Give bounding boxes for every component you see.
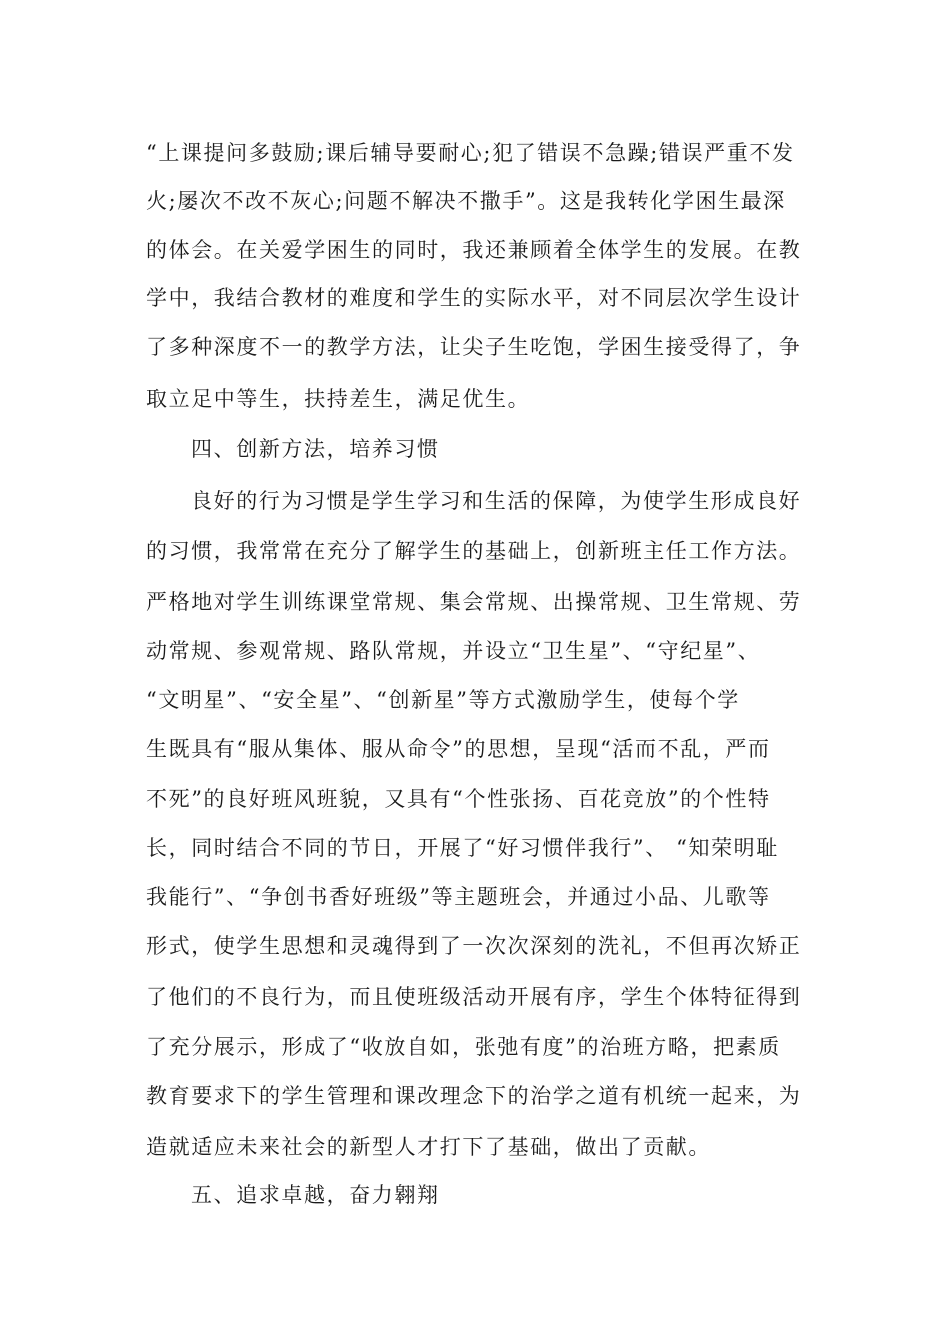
- body-text-line: 形式，使学生思想和灵魂得到了一次次深刻的洗礼，不但再次矫正: [146, 934, 802, 958]
- body-text-line: 长，同时结合不同的节日，开展了“好习惯伴我行”、 “知荣明耻: [146, 836, 779, 860]
- body-text-line: 了他们的不良行为，而且使班级活动开展有序，学生个体特征得到: [146, 985, 802, 1009]
- body-text-line: 我能行”、“争创书香好班级”等主题班会，并通过小品、儿歌等: [146, 885, 771, 909]
- body-text-line: 动常规、参观常规、路队常规，并设立“卫生星”、“守纪星”、: [146, 639, 761, 663]
- section-heading: 五、追求卓越，奋力翱翔: [191, 1183, 440, 1207]
- section-heading: 四、创新方法，培养习惯: [191, 437, 440, 461]
- body-text-line: 火;屡次不改不灰心;问题不解决不撒手”。这是我转化学困生最深: [146, 189, 786, 213]
- body-text-line: “上课提问多鼓励;课后辅导要耐心;犯了错误不急躁;错误严重不发: [146, 141, 795, 165]
- body-text-line: 不死”的良好班风班貌，又具有“个性张扬、百花竞放”的个性特: [146, 787, 771, 811]
- body-text-line: “文明星”、“安全星”、“创新星”等方式激励学生，使每个学: [146, 688, 740, 712]
- body-text-line: 生既具有“服从集体、服从命令”的思想，呈现“活而不乱，严而: [146, 737, 771, 761]
- body-text-line: 的体会。在关爱学困生的同时，我还兼顾着全体学生的发展。在教: [146, 238, 802, 262]
- body-text-line: 的习惯，我常常在充分了解学生的基础上，创新班主任工作方法。: [146, 539, 802, 563]
- body-text-line: 了多种深度不一的教学方法，让尖子生吃饱，学困生接受得了，争: [146, 335, 802, 359]
- body-text-line: 了充分展示，形成了“收放自如，张弛有度”的治班方略，把素质: [146, 1035, 781, 1059]
- body-text-line: 造就适应未来社会的新型人才打下了基础，做出了贡献。: [146, 1135, 711, 1159]
- body-text-line: 严格地对学生训练课堂常规、集会常规、出操常规、卫生常规、劳: [146, 590, 802, 614]
- body-text-line: 学中，我结合教材的难度和学生的实际水平，对不同层次学生设计: [146, 286, 802, 310]
- body-text-line: 取立足中等生，扶持差生，满足优生。: [146, 387, 531, 411]
- paragraph-first-line: 良好的行为习惯是学生学习和生活的保障，为使学生形成良好: [191, 489, 802, 513]
- body-text-line: 教育要求下的学生管理和课改理念下的治学之道有机统一起来，为: [146, 1084, 802, 1108]
